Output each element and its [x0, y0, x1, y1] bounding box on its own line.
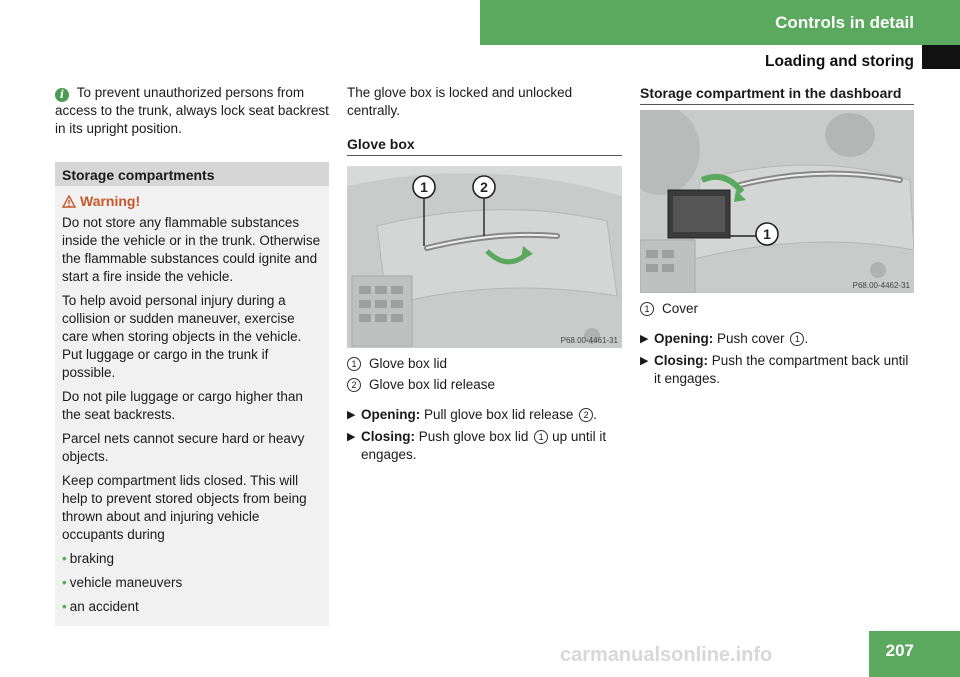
opening-step: ▶ Opening: Pull glove box lid release 2 . — [347, 407, 597, 422]
glove-box-illustration — [347, 166, 622, 348]
warning-heading — [62, 192, 322, 210]
chapter-title: Loading and storing — [765, 53, 914, 70]
closing-step: ▶ Closing: Push the compartment back until it engages. — [640, 353, 909, 386]
page-number: 207 — [869, 631, 960, 677]
dashboard-compartment-heading: Storage compartment in the dashboard — [640, 84, 914, 105]
list-item: • an accident — [62, 599, 139, 614]
list-item: • braking — [62, 551, 115, 566]
legend-item: 2 Glove box lid release — [347, 376, 622, 394]
warning-title: Warning! — [80, 193, 141, 209]
image-code: P68.00-4462-31 — [852, 281, 910, 290]
glove-box-heading: Glove box — [347, 135, 622, 156]
warning-paragraph: Parcel nets cannot secure hard or heavy objects. — [62, 431, 305, 464]
warning-paragraph: Do not store any flammable substances inside the vehicle or in the trunk. Otherwise the flammable substances could ignite and start a fire inside the vehicle. — [62, 215, 321, 284]
dashboard-compartment-legend — [640, 300, 916, 392]
dashboard-compartment-drawing — [640, 110, 914, 293]
storage-box-title: Storage compartments — [55, 162, 329, 186]
callout-1: 1 — [763, 226, 771, 242]
glove-box-legend — [347, 355, 622, 468]
warning-paragraph: Keep compartment lids closed. This will help to prevent stored objects from being thrown about and injuring vehicle occupants during — [62, 473, 307, 542]
callout-1: 1 — [420, 179, 428, 195]
storage-box — [55, 162, 329, 626]
chapter-marker — [922, 45, 960, 69]
info-text: To prevent unauthorized persons from access to the trunk, always lock seat backrest in its upright position. — [55, 85, 329, 136]
section-tab — [480, 0, 960, 45]
legend-item: 1 Glove box lid — [347, 355, 622, 373]
watermark: carmanualsonline.info — [560, 644, 773, 666]
glove-box-intro: The glove box is locked and unlocked centrally. — [347, 85, 573, 118]
warning-paragraph: To help avoid personal injury during a collision or sudden maneuver, exercise care when storing objects in the vehicle. Put luggage or cargo in the trunk if possible. — [62, 293, 302, 380]
image-code: P68.00-4461-31 — [560, 336, 618, 345]
info-icon: i — [55, 88, 69, 102]
callout-2: 2 — [480, 179, 488, 195]
storage-box-body — [55, 186, 329, 626]
info-note — [55, 84, 330, 138]
glove-box-drawing — [347, 166, 622, 348]
opening-step: ▶ Opening: Push cover 1 . — [640, 331, 809, 346]
section-title: Controls in detail — [775, 12, 914, 32]
middle-column — [347, 84, 622, 156]
right-column — [640, 84, 914, 105]
closing-step: ▶ Closing: Push glove box lid 1 up until it engages. — [347, 429, 607, 462]
warning-icon — [62, 195, 76, 208]
warning-paragraph: Do not pile luggage or cargo higher than the seat backrests. — [62, 389, 303, 422]
dashboard-compartment-illustration — [640, 110, 914, 293]
list-item: • vehicle maneuvers — [62, 575, 183, 590]
legend-item: 1 Cover — [640, 300, 916, 318]
